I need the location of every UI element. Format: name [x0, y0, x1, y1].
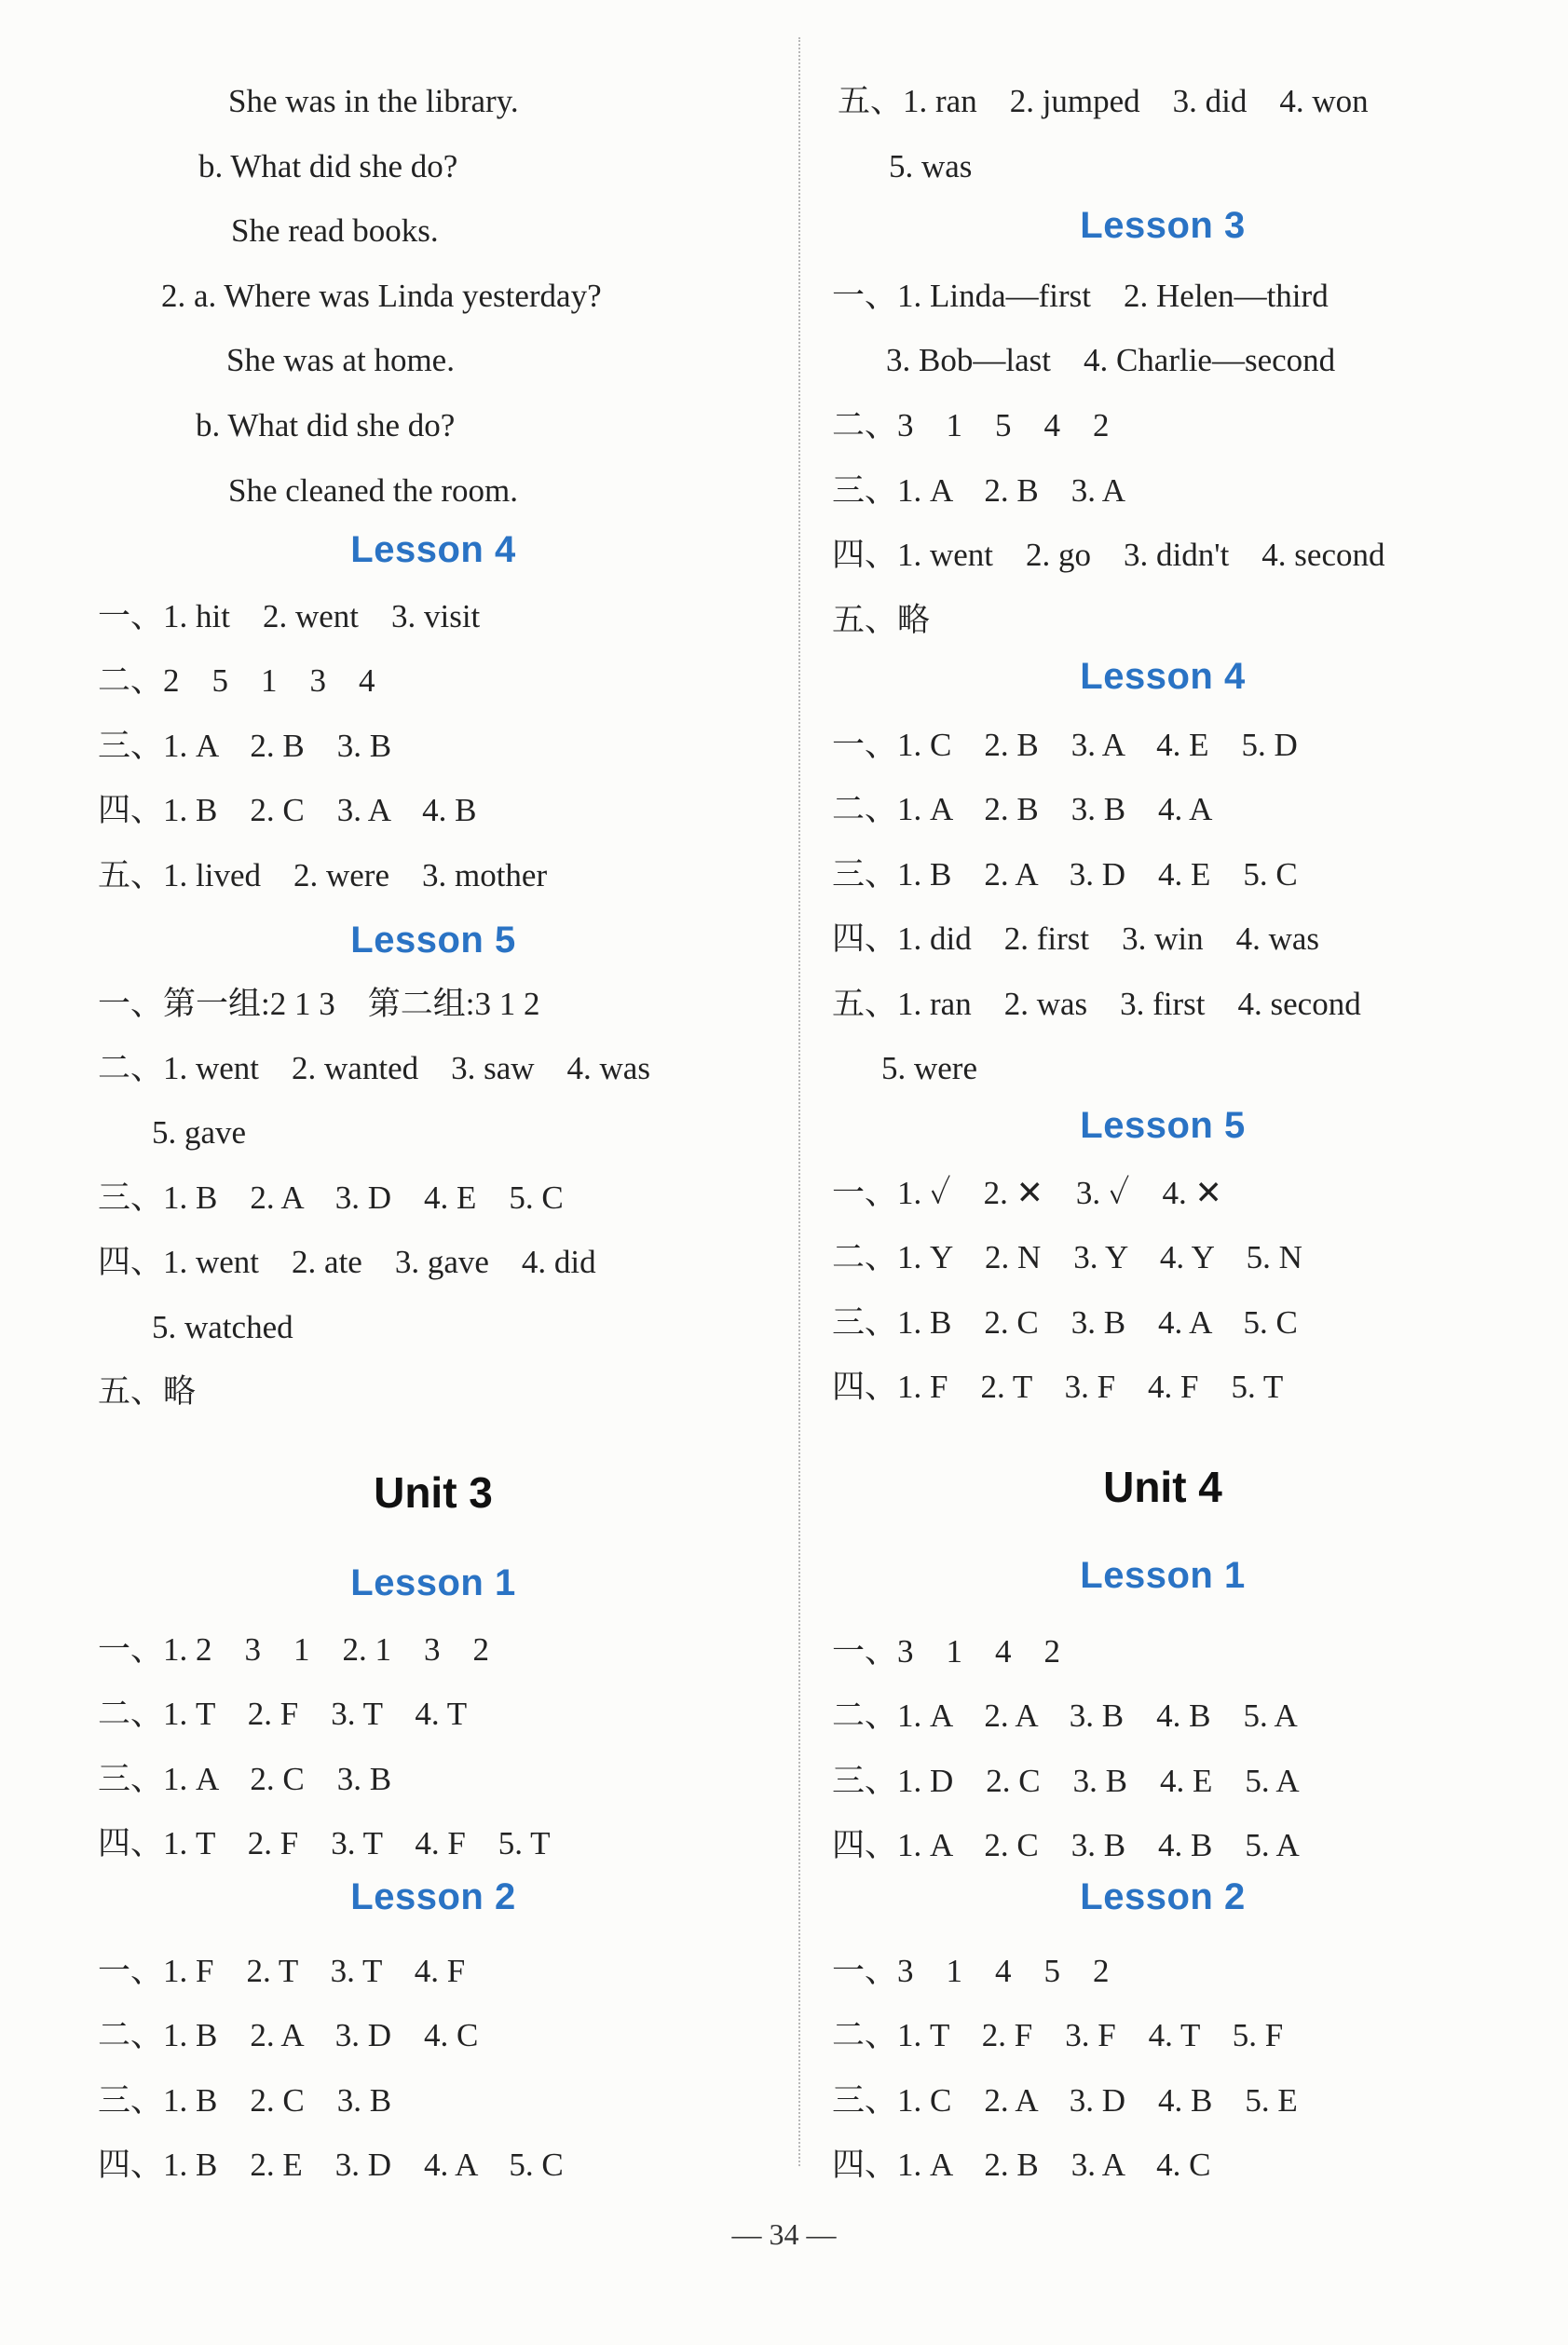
answer-line: 一、1. C 2. B 3. A 4. E 5. D [832, 727, 1298, 763]
answer-line: 二、3 1 5 4 2 [832, 407, 1110, 443]
answer-line: 一、1. F 2. T 3. T 4. F [98, 1953, 466, 1989]
lesson-heading: Lesson 5 [1080, 1105, 1246, 1146]
answer-line: 三、1. A 2. C 3. B [98, 1761, 392, 1797]
answer-line: 三、1. C 2. A 3. D 4. B 5. E [832, 2082, 1298, 2119]
answer-line: She cleaned the room. [228, 472, 519, 509]
answer-line: 五、略 [832, 602, 931, 638]
answer-line: 3. Bob—last 4. Charlie—second [886, 342, 1336, 378]
answer-line: 二、1. went 2. wanted 3. saw 4. was [98, 1050, 650, 1086]
unit-heading: Unit 3 [374, 1468, 493, 1517]
answer-line: 一、3 1 4 5 2 [832, 1953, 1110, 1989]
right-column [827, 0, 1535, 2345]
answer-line: 二、1. T 2. F 3. F 4. T 5. F [832, 2017, 1284, 2053]
answer-line: 二、1. A 2. A 3. B 4. B 5. A [832, 1697, 1298, 1734]
answer-line: She read books. [231, 212, 439, 249]
answer-line: b. What did she do? [198, 148, 458, 184]
answer-line: 四、1. T 2. F 3. T 4. F 5. T [98, 1825, 551, 1861]
answer-line: 5. gave [152, 1114, 247, 1151]
answer-line: 三、1. B 2. A 3. D 4. E 5. C [832, 856, 1298, 893]
answer-line: 五、1. ran 2. was 3. first 4. second [832, 986, 1361, 1022]
answer-line: 五、1. lived 2. were 3. mother [98, 857, 548, 893]
answer-line: 二、1. T 2. F 3. T 4. T [98, 1696, 468, 1732]
answer-line: 五、略 [98, 1373, 197, 1410]
answer-line: 一、3 1 4 2 [832, 1633, 1061, 1670]
answer-line: 四、1. went 2. go 3. didn't 4. second [832, 537, 1385, 573]
answer-line: 一、1. hit 2. went 3. visit [98, 598, 481, 634]
answer-line: 四、1. B 2. C 3. A 4. B [98, 792, 477, 828]
answer-line: 五、1. ran 2. jumped 3. did 4. won [838, 83, 1369, 119]
lesson-heading: Lesson 4 [350, 529, 516, 570]
answer-line: 5. were [881, 1050, 978, 1086]
answer-line: 一、第一组:2 1 3 第二组:3 1 2 [98, 986, 540, 1022]
answer-line: 三、1. A 2. B 3. A [832, 472, 1126, 509]
lesson-heading: Lesson 1 [350, 1562, 516, 1603]
answer-line: 二、1. A 2. B 3. B 4. A [832, 791, 1213, 827]
answer-line: 二、1. Y 2. N 3. Y 4. Y 5. N [832, 1239, 1302, 1275]
answer-line: 5. watched [152, 1309, 293, 1345]
answer-line: 三、1. B 2. C 3. B [98, 2082, 392, 2119]
answer-line: 三、1. B 2. A 3. D 4. E 5. C [98, 1179, 564, 1216]
lesson-heading: Lesson 5 [350, 920, 516, 961]
lesson-heading: Lesson 3 [1080, 205, 1246, 246]
answer-line: b. What did she do? [196, 407, 456, 443]
left-column [98, 0, 806, 2345]
answer-line: 三、1. D 2. C 3. B 4. E 5. A [832, 1763, 1300, 1799]
answer-line: 2. a. Where was Linda yesterday? [161, 278, 602, 314]
unit-heading: Unit 4 [1103, 1463, 1222, 1511]
answer-line: 一、1. ✓ 2. ✕ 3. ✓ 4. ✕ [832, 1175, 1222, 1211]
answer-line: 5. was [889, 148, 973, 184]
answer-line: 三、1. B 2. C 3. B 4. A 5. C [832, 1304, 1298, 1341]
answer-line: 一、1. 2 3 1 2. 1 3 2 [98, 1631, 490, 1668]
page-number: — 34 — [731, 2217, 837, 2251]
answer-line: 四、1. A 2. C 3. B 4. B 5. A [832, 1827, 1300, 1863]
answer-line: 一、1. Linda—first 2. Helen—third [832, 278, 1329, 314]
answer-line: 二、2 5 1 3 4 [98, 662, 375, 699]
answer-line: 四、1. went 2. ate 3. gave 4. did [98, 1244, 596, 1280]
answer-line: 四、1. B 2. E 3. D 4. A 5. C [98, 2147, 564, 2183]
lesson-heading: Lesson 2 [1080, 1876, 1246, 1917]
answer-line: 四、1. F 2. T 3. F 4. F 5. T [832, 1369, 1284, 1405]
answer-line: 二、1. B 2. A 3. D 4. C [98, 2017, 479, 2053]
lesson-heading: Lesson 1 [1080, 1555, 1246, 1596]
answer-line: She was at home. [226, 342, 455, 378]
answer-line: 四、1. did 2. first 3. win 4. was [832, 920, 1320, 957]
answer-line: 三、1. A 2. B 3. B [98, 728, 392, 764]
lesson-heading: Lesson 2 [350, 1876, 516, 1917]
answer-line: She was in the library. [228, 83, 519, 119]
lesson-heading: Lesson 4 [1080, 656, 1246, 697]
answer-line: 四、1. A 2. B 3. A 4. C [832, 2147, 1211, 2183]
